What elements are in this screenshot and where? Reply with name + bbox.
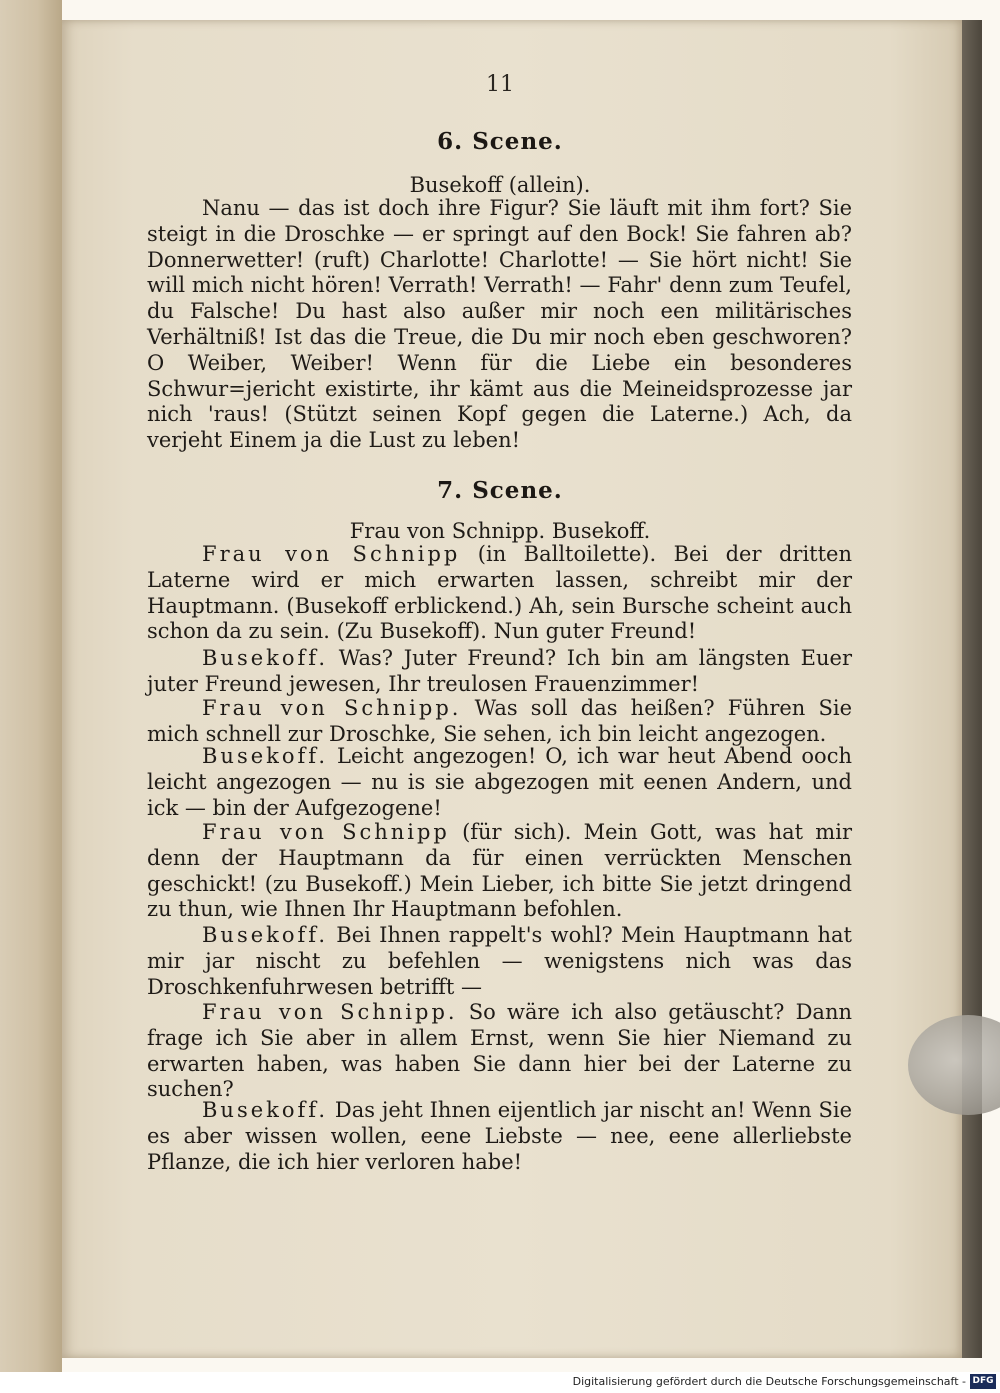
speaker-name: Frau von Schnipp.: [202, 1000, 458, 1024]
dialogue-paragraph: [147, 646, 852, 698]
left-page-edge: [0, 0, 62, 1372]
dialogue-text: Das jeht Ihnen eijentlich jar nischt an! Wenn Sie es aber wissen wollen, eene Liebste — nee, eene allerliebste Pflanze, die ich hier verloren habe!: [147, 1098, 852, 1174]
dialogue-text: (für sich). Mein Gott, was hat mir denn der Hauptmann da für einen verrückten Menschen geschickt! (zu Busekoff.) Mein Lieber, ich bitte Sie jetzt dringend zu thun, wie Ihnen Ihr Hauptmann befohlen.: [147, 820, 852, 922]
speaker-name: Busekoff.: [202, 1098, 329, 1122]
scene-7-heading: 7. Scene.: [437, 477, 563, 504]
dialogue-text: Was soll das heißen? Führen Sie mich schnell zur Droschke, Sie sehen, ich bin leicht angezogen.: [147, 696, 853, 746]
page-number: 11: [486, 72, 514, 97]
scene-6-speaker-line: Busekoff (allein).: [409, 173, 591, 197]
dialogue-paragraph: [147, 1098, 852, 1175]
speaker-name: Busekoff.: [202, 646, 329, 670]
dialogue-paragraph: [147, 820, 852, 923]
speaker-name: Frau von Schnipp.: [202, 696, 462, 720]
dfg-logo: DFG: [970, 1374, 996, 1389]
dialogue-paragraph: [147, 542, 852, 645]
dialogue-text: (in Balltoilette). Bei der dritten Laterne wird er mich erwarten lassen, schreibt mir der Hauptmann. (Busekoff erblickend.) Ah, sein Bursche scheint auch schon da zu sein. (Zu Busekoff). Nun guter Freund!: [147, 542, 852, 644]
speaker-name: Frau von Schnipp: [202, 542, 461, 566]
dialogue-text: So wäre ich also getäuscht? Dann frage ich Sie aber in allem Ernst, wenn Sie hier Niemand zu erwarten haben, was haben Sie dann hier bei der Laterne zu suchen?: [147, 1000, 852, 1102]
dialogue-paragraph: [147, 696, 852, 748]
dialogue-text: Leicht angezogen! O, ich war heut Abend ooch leicht angezogen — nu is sie abgezogen mit eenen Andern, und ick — bin der Aufgezogene!: [147, 744, 852, 820]
dialogue-paragraph: [147, 744, 852, 821]
scene-6-heading: 6. Scene.: [437, 128, 563, 155]
speaker-name: Busekoff.: [202, 923, 329, 947]
scene-6-monologue: Nanu — das ist doch ihre Figur? Sie läuft mit ihm fort? Sie steigt in die Droschke — er springt auf den Bock! Sie fahren ab? Donnerwetter! (ruft) Charlotte! Charlotte! — Sie hört nicht! Sie will mich nicht hören! Verrath! Verrath! — Fahr' denn zum Teufel, du Falsche! Du hast also außer mir noch een militärisches Verhältniß! Ist das die Treue, die Du mir noch eben geschworen? O Weiber, Weiber! Wenn für die Liebe ein besonderes Schwur=jericht existirte, ihr kämt aus die Meineidsprozesse jar nich 'raus! (Stützt seinen Kopf gegen die Laterne.) Ach, da verjeht Einem ja die Lust zu leben!: [147, 196, 852, 453]
scene-7-speaker-line: Frau von Schnipp. Busekoff.: [349, 519, 651, 543]
dialogue-text: Was? Juter Freund? Ich bin am längsten Euer juter Freund jewesen, Ihr treulosen Frauenzimmer!: [147, 646, 852, 696]
page-edge-shadow: [962, 20, 982, 1358]
dialogue-paragraph: [147, 1000, 852, 1103]
funding-notice: Digitalisierung gefördert durch die Deutsche Forschungsgemeinschaft -: [572, 1375, 966, 1388]
dialogue-paragraph: [147, 923, 852, 1000]
dialogue-text: Bei Ihnen rappelt's wohl? Mein Hauptmann hat mir jar nischt zu befehlen — wenigstens nich was das Droschkenfuhrwesen betrifft —: [147, 923, 852, 999]
speaker-name: Frau von Schnipp: [202, 820, 450, 844]
speaker-name: Busekoff.: [202, 744, 329, 768]
